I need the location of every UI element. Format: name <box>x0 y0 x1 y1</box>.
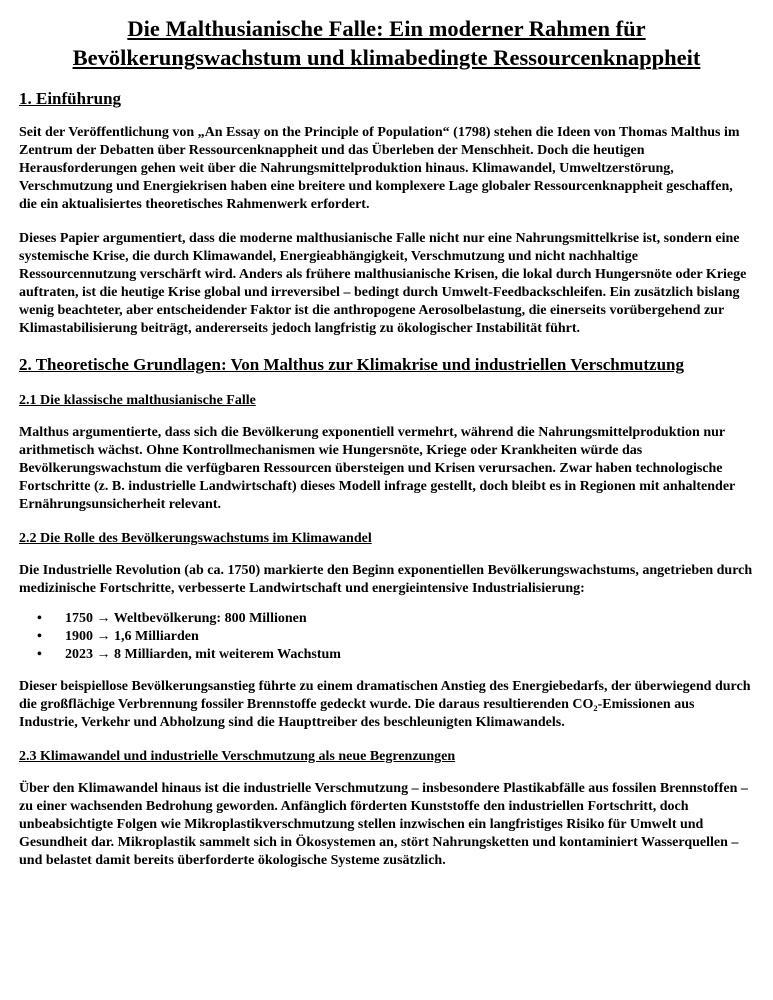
list-item-text: 1900 → 1,6 Milliarden <box>65 629 199 644</box>
list-item-text: 2023 → 8 Milliarden, mit weiterem Wachstum <box>65 647 341 662</box>
list-item <box>19 610 754 628</box>
list-item <box>19 646 754 664</box>
list-item-text: 1750 → Weltbevölkerung: 800 Millionen <box>65 611 307 626</box>
bullet-icon: • <box>37 647 42 662</box>
paragraph: Seit der Veröffentlichung von „An Essay on the Principle of Population“ (1798) stehen die Ideen von Thomas Malthus im Zentrum der Debatten über Ressourcenknappheit und das Überleben der Menschheit. Doch die heutigen Herausforderungen gehen weit über die Nahrungsmittelproduktion hinaus. Klimawandel, Umweltzerstörung, Verschmutzung und Energiekrisen haben eine breitere und komplexere Lage globaler Ressourcenknappheit geschaffen, die ein aktualisiertes theoretisches Rahmenwerk erfordert. <box>19 125 740 212</box>
paragraph: Malthus argumentierte, dass sich die Bevölkerung exponentiell vermehrt, während die Nahrungsmittelproduktion nur arithmetisch wächst. Ohne Kontrollmechanismen wie Hungersnöte, Kriege oder Krankheiten würde das Bevölkerungswachstum die verfügbaren Ressourcen übersteigen und Krisen verursachen. Zwar haben technologische Fortschritte (z. B. industrielle Landwirtschaft) dieses Modell infrage gestellt, doch bleibt es in Regionen mit anhaltender Ernährungsunsicherheit relevant. <box>19 425 736 512</box>
page-title: Die Malthusianische Falle: Ein moderner Rahmen für Bevölkerungswachstum und klimabedingte Ressourcenknappheit <box>72 16 701 70</box>
bullet-icon: • <box>37 629 42 644</box>
subsection-heading-climate-pollution: 2.3 Klimawandel und industrielle Verschmutzung als neue Begrenzungen <box>19 749 456 764</box>
section-heading-theory: 2. Theoretische Grundlagen: Von Malthus zur Klimakrise und industriellen Verschmutzung <box>19 355 684 374</box>
paragraph: Dieser beispiellose Bevölkerungsanstieg führte zu einem dramatischen Anstieg des Energiebedarfs, der überwiegend durch die großflächige Verbrennung fossiler Brennstoffe gedeckt wurde. Die daraus resultierenden CO₂-Emissionen aus Industrie, Verkehr und Abholzung sind die Haupttreiber des beschleunigten Klimawandels. <box>19 679 751 730</box>
subsection-heading-classic-trap: 2.1 Die klassische malthusianische Falle <box>19 393 256 408</box>
paragraph: Dieses Papier argumentiert, dass die moderne malthusianische Falle nicht nur eine Nahrungsmittelkrise ist, sondern eine systemische Krise, die durch Klimawandel, Energieabhängigkeit, Verschmutzung und nicht nachhaltige Ressourcennutzung verschärft wird. Anders als frühere malthusianische Krisen, die lokal durch Hungersnöte oder Kriege auftraten, ist die heutige Krise global und irreversibel – bedingt durch Umwelt-Feedbackschleifen. Ein zusätzlich bislang wenig beachteter, aber entscheidender Faktor ist die anthropogene Aerosolbelastung, die einerseits vorübergehend zur Klimastabilisierung beiträgt, andererseits jedoch langfristig zu ökologischer Instabilität führt. <box>19 231 747 336</box>
list-item <box>19 628 754 646</box>
bullet-icon: • <box>37 611 42 626</box>
paragraph: Über den Klimawandel hinaus ist die industrielle Verschmutzung – insbesondere Plastikabfälle aus fossilen Brennstoffen – zu einer wachsenden Bedrohung geworden. Anfänglich förderten Kunststoffe den industriellen Fortschritt, doch unbeabsichtigte Folgen wie Mikroplastikverschmutzung stellen inzwischen ein langfristiges Risiko für Umwelt und Gesundheit dar. Mikroplastik sammelt sich in Ökosystemen an, stört Nahrungsketten und kontaminiert Wasserquellen – und belastet damit bereits überforderte ökologische Systeme zusätzlich. <box>19 781 748 868</box>
subsection-heading-population-growth: 2.2 Die Rolle des Bevölkerungswachstums im Klimawandel <box>19 531 372 546</box>
population-bullet-list <box>19 610 754 664</box>
paragraph: Die Industrielle Revolution (ab ca. 1750) markierte den Beginn exponentiellen Bevölkerungswachstums, angetrieben durch medizinische Fortschritte, verbesserte Landwirtschaft und energieintensive Industrialisierung: <box>19 563 753 596</box>
section-heading-introduction: 1. Einführung <box>19 89 122 108</box>
